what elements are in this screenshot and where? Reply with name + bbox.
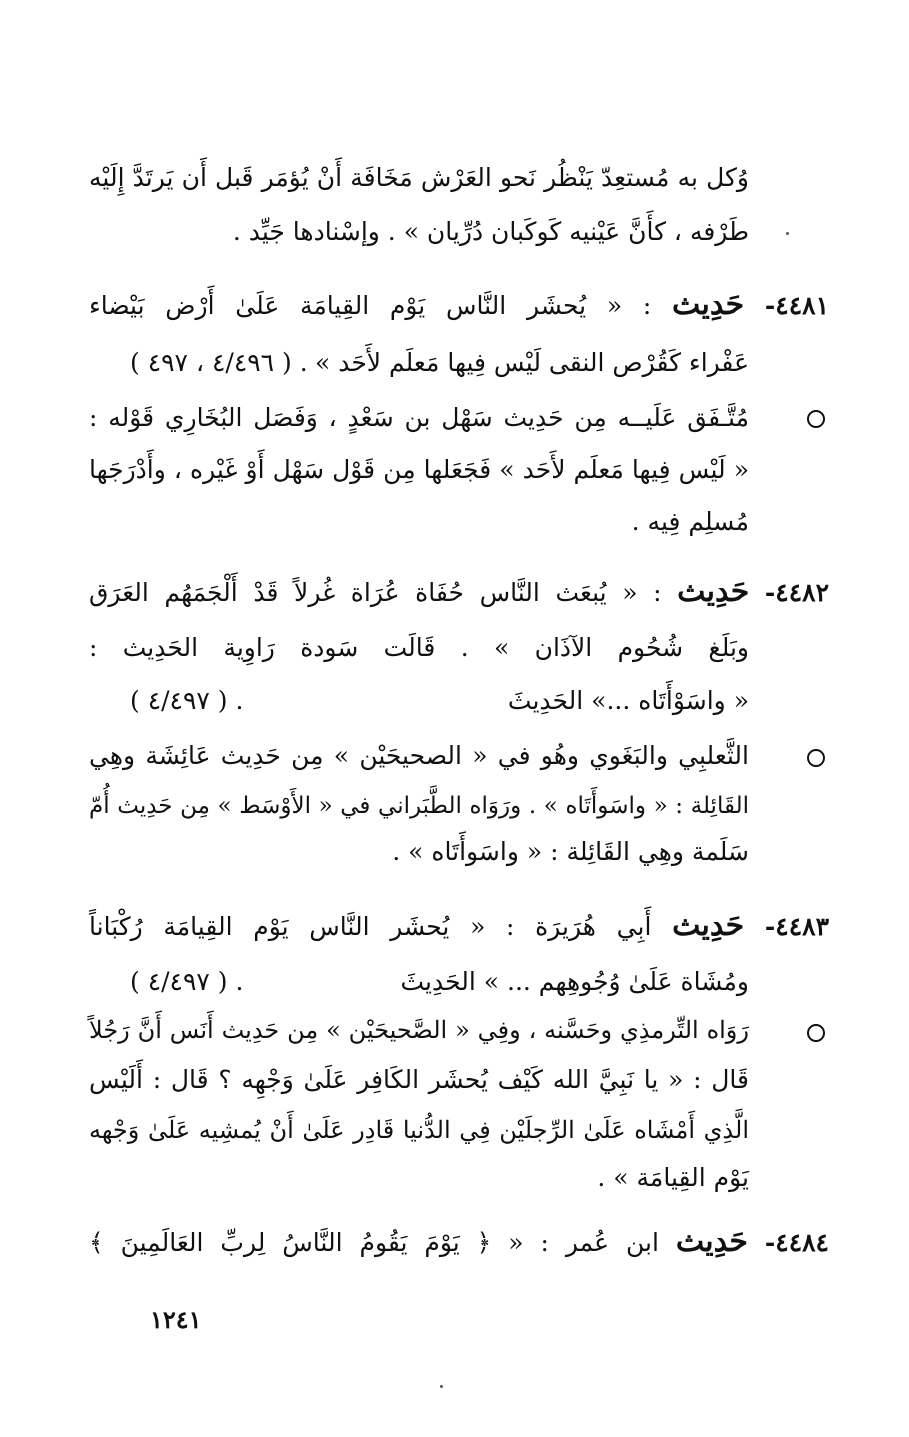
hadith-4484-heading — [89, 1222, 829, 1262]
hadith-4481-commentary-1: مُتَّـفَق عَلَيــه مِن حَدِيث سَهْل بن سَعْدٍ ، وَفَصَل البُخَارِي قَوْله : — [89, 403, 749, 432]
hadith-4483-commentary-4: يَوْم القِيامَة » . — [597, 1163, 749, 1192]
hadith-4483-commentary-2: قَال : « يا نَبِيَّ الله كَيْف يُحشَر الكَافِر عَلَىٰ وَجْهِه ؟ قَال : أَلَيْس — [89, 1065, 749, 1094]
hadith-number: ٤٤٨٢- — [764, 578, 829, 607]
hadith-4483-commentary-3: الَّذِي أَمْشَاه عَلَىٰ الرِّجلَيْن فِي الدُّنيا قَادِر عَلَىٰ أَنْ يُمشِيه عَلَىٰ وَجْهه — [89, 1116, 749, 1144]
page-number: ١٢٤١ — [150, 1305, 202, 1334]
hadith-4482-commentary-1: الثَّعلبِي والبَغَوي وهُو في « الصحيحَيْن » مِن حَدِيث عَائِشَة وهِي — [89, 741, 749, 770]
hadith-4482-line-2: وبَلَغ شُحُوم الآذَان » . قَالَت سَودة رَاوِية الحَدِيث : — [89, 633, 749, 662]
hadith-4481-line-2: عَفْراء كَقُرْص النقى لَيْس فِيها مَعلَم لأَحَد » — [314, 348, 749, 377]
scan-speck — [440, 1385, 443, 1388]
hadith-keyword: حَدِيث — [675, 1224, 748, 1259]
hadith-4481-commentary-3: مُسلِم فِيه . — [631, 507, 749, 536]
hadith-4483-commentary-1: رَوَاه التِّرمذِي وحَسَّنه ، وفِي « الصَّحيحَيْن » مِن حَدِيث أَنَس أَنَّ رَجُلاً — [89, 1016, 749, 1044]
hadith-4482-line-3: « واسَوْأَتَاه ...» الحَدِيثَ — [507, 686, 749, 715]
hadith-number: ٤٤٨١- — [764, 291, 829, 320]
intro-line-2: طَرْفه ، كأَنَّ عَيْنيه كَوكَبان دُرِّيان » . وإسْنادها جَيِّد . — [232, 217, 749, 246]
scan-speck — [786, 232, 789, 235]
hadith-4481-heading — [89, 285, 829, 325]
hadith-keyword: حَدِيث — [677, 574, 750, 609]
commentary-bullet-icon — [807, 749, 825, 767]
commentary-bullet-icon — [807, 1024, 825, 1042]
hadith-number: ٤٤٨٤- — [764, 1228, 829, 1257]
hadith-4482-commentary-2: القَائِلة : « واسَوأَتَاه » . ورَوَاه الطَّبَراني في « الأَوْسَط » مِن حَدِيث أُمّ — [89, 793, 749, 819]
hadith-4481-commentary-2: « لَيْس فِيها مَعلَم لأَحَد » فَجَعَلها مِن قَوْل سَهْل أَوْ غَيْره ، وأَدْرَجَها — [89, 455, 749, 484]
commentary-bullet-icon — [807, 410, 825, 428]
hadith-keyword: حَدِيث — [672, 908, 745, 943]
hadith-keyword: حَدِيث — [672, 287, 745, 322]
hadith-4482-commentary-3: سَلَمة وهِي القَائِلة : « واسَوأَتَاه » . — [392, 837, 749, 866]
hadith-4483-heading — [89, 906, 829, 946]
hadith-text: : « يُحشَر النَّاس يَوْم القِيامَة عَلَىٰ أَرْض بَيْضاء — [89, 291, 652, 320]
hadith-4483-line-2: ومُشَاة عَلَىٰ وُجُوهِهم ... » الحَدِيثَ — [400, 967, 749, 996]
hadith-text: ابن عُمر : « ﴿ يَوْمَ يَقُومُ النَّاسُ لِربِّ العَالَمِينَ ﴾ — [89, 1228, 659, 1257]
hadith-text: : « يُبعَث النَّاس حُفَاة عُرَاة غُرلاً قَدْ أَلْجَمَهُم العَرَق — [89, 578, 662, 607]
hadith-4481-reference: ( ٤/٤٩٦ ، ٤٩٧ ) . — [130, 348, 308, 377]
hadith-number: ٤٤٨٣- — [764, 912, 829, 941]
hadith-4483-reference: ( ٤/٤٩٧ ) . — [130, 967, 244, 996]
hadith-4482-heading — [89, 572, 829, 612]
hadith-4482-reference: ( ٤/٤٩٧ ) . — [130, 686, 244, 715]
hadith-text: أَبِي هُرَيرَة : « يُحشَر النَّاس يَوْم القِيامَة رُكْبَاناً — [89, 912, 652, 941]
intro-line-1: وُكل به مُستعِدّ يَنْظُر نَحو العَرْش مَخَافَة أَنْ يُؤمَر قَبل أَن يَرتَدَّ إِلَيْه — [89, 163, 749, 192]
